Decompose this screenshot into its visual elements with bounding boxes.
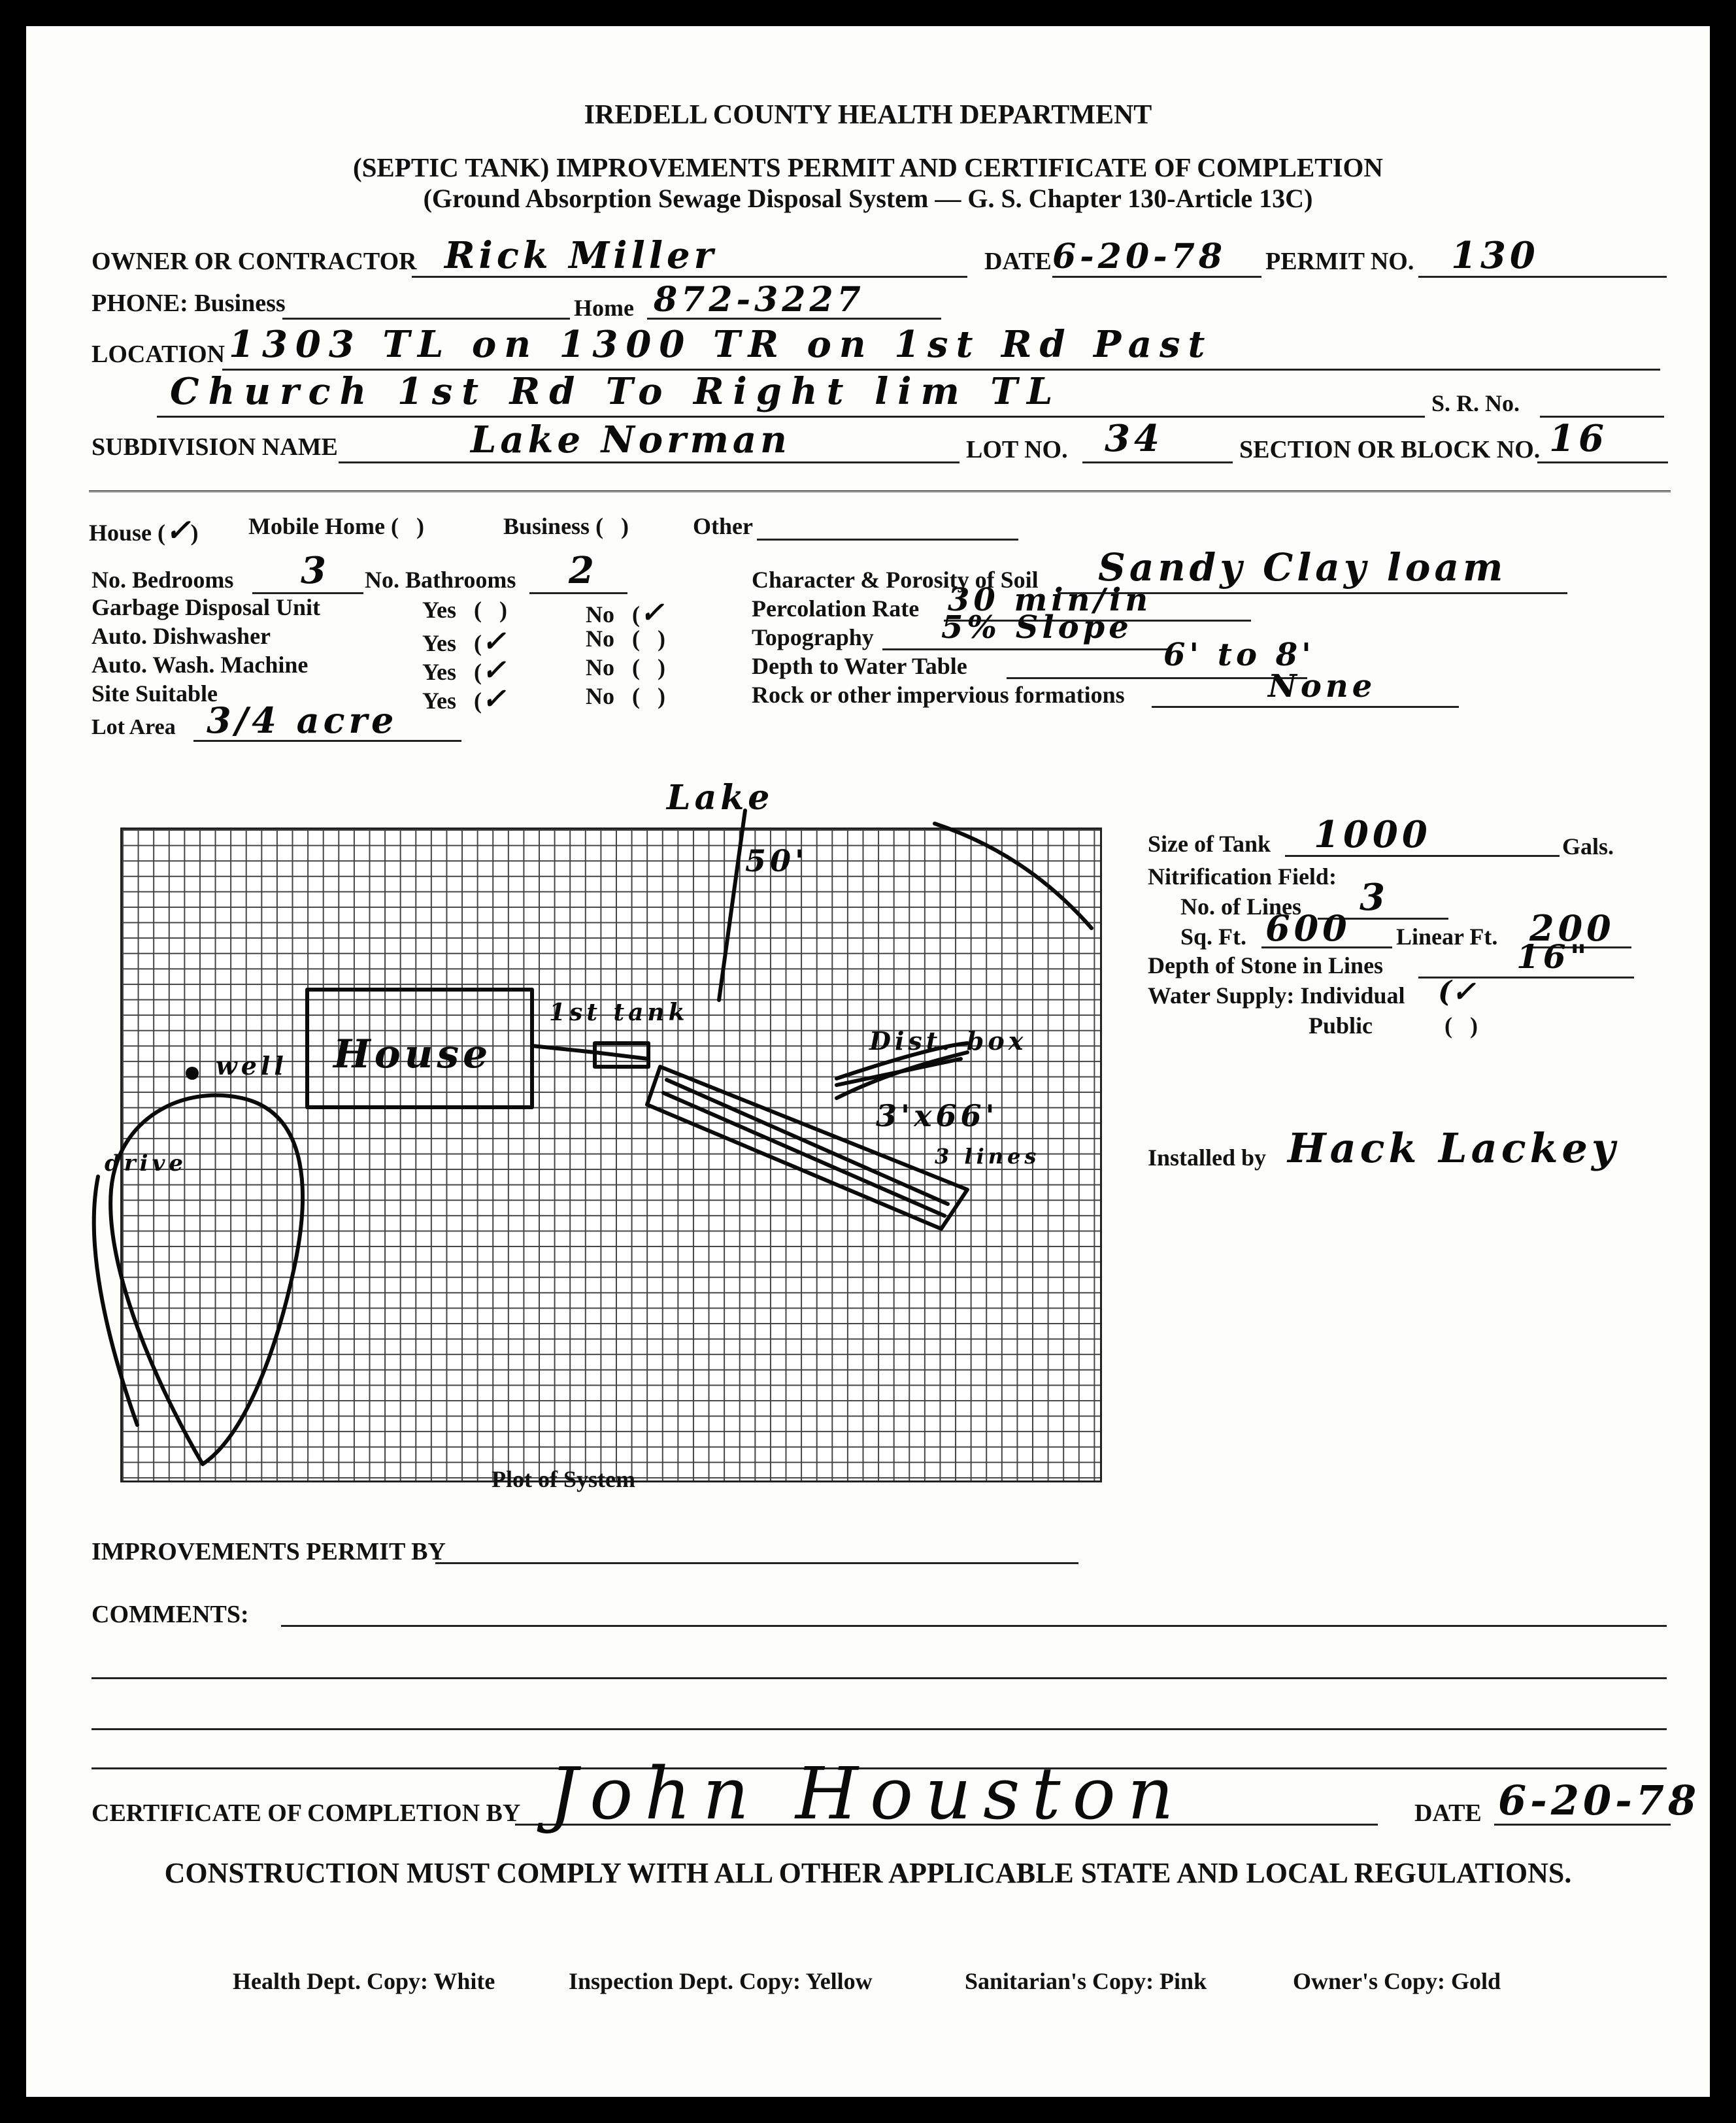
form-title: (SEPTIC TANK) IMPROVEMENTS PERMIT AND CERTIFICATE OF COMPLETION xyxy=(352,152,1384,182)
dishwasher-label: Auto. Dishwasher xyxy=(92,623,271,649)
section-line xyxy=(1537,461,1668,463)
site-yes[interactable]: Yes (✓ xyxy=(422,682,506,716)
lines-value[interactable]: 3 xyxy=(1360,876,1389,919)
individual-check[interactable]: (✓ xyxy=(1438,975,1476,1009)
site-no[interactable]: No ( ) xyxy=(586,683,665,709)
dishwasher-yes[interactable]: Yes (✓ xyxy=(422,625,506,658)
garbage-no-check: ✓ xyxy=(640,596,664,629)
washer-label: Auto. Wash. Machine xyxy=(92,652,309,678)
tank-gals-label: Gals. xyxy=(1562,833,1614,860)
compliance-notice: CONSTRUCTION MUST COMPLY WITH ALL OTHER APPLICABLE STATE AND LOCAL REGULATIONS. xyxy=(164,1857,1572,1889)
department-heading: IREDELL COUNTY HEALTH DEPARTMENT xyxy=(584,100,1152,130)
linear-value[interactable]: 200 xyxy=(1529,907,1615,949)
tank-size-value[interactable]: 1000 xyxy=(1314,813,1431,856)
site-yes-check: ✓ xyxy=(482,682,506,716)
certificate-date-value[interactable]: 6-20-78 xyxy=(1498,1777,1701,1824)
subdivision-value[interactable]: Lake Norman xyxy=(471,418,791,461)
other-label: Other xyxy=(693,513,753,539)
business-option[interactable]: Business ( ) xyxy=(503,513,629,539)
water-table-value[interactable]: 6' to 8' xyxy=(1163,637,1315,673)
comments-line-1[interactable] xyxy=(281,1625,1667,1627)
garbage-label: Garbage Disposal Unit xyxy=(92,594,321,620)
dishwasher-yes-check: ✓ xyxy=(482,625,506,658)
plot-caption: Plot of System xyxy=(492,1466,635,1492)
stone-depth-label: Depth of Stone in Lines xyxy=(1148,952,1384,978)
water-table-label: Depth to Water Table xyxy=(752,653,967,679)
other-line xyxy=(757,539,1018,541)
section-value[interactable]: 16 xyxy=(1549,417,1608,460)
washer-yes[interactable]: Yes (✓ xyxy=(422,654,506,687)
copy-inspection: Inspection Dept. Copy: Yellow xyxy=(569,1968,873,1994)
perc-value[interactable]: 30 min/in xyxy=(948,582,1152,618)
bedrooms-label: No. Bedrooms xyxy=(92,567,234,593)
subdivision-line xyxy=(339,461,960,463)
date-value[interactable]: 6-20-78 xyxy=(1052,237,1227,276)
bathrooms-label: No. Bathrooms xyxy=(365,567,516,593)
rock-value[interactable]: None xyxy=(1268,668,1377,705)
water-supply-label: Water Supply: Individual xyxy=(1148,982,1405,1009)
washer-no[interactable]: No ( ) xyxy=(586,654,665,680)
location-line-2 xyxy=(157,416,1425,418)
bathrooms-line xyxy=(529,592,627,594)
subdivision-label: SUBDIVISION NAME xyxy=(92,433,338,461)
copy-sanitarian: Sanitarian's Copy: Pink xyxy=(965,1968,1207,1994)
plot-lines-label: 3 lines xyxy=(935,1144,1041,1169)
site-label: Site Suitable xyxy=(92,680,218,707)
location-value-1[interactable]: 1303 TL on 1300 TR on 1st Rd Past xyxy=(229,323,1213,366)
public-label: Public xyxy=(1309,1012,1373,1039)
lot-value[interactable]: 34 xyxy=(1105,417,1163,460)
perc-label: Percolation Rate xyxy=(752,595,920,622)
certificate-signature[interactable]: John Houston xyxy=(549,1752,1186,1835)
nitrification-label: Nitrification Field: xyxy=(1148,863,1337,890)
permit-label: PERMIT NO. xyxy=(1265,248,1414,275)
lot-line xyxy=(1082,461,1233,463)
section-label: SECTION OR BLOCK NO. xyxy=(1239,436,1541,463)
permit-form xyxy=(26,26,1710,2097)
phone-home-value[interactable]: 872-3227 xyxy=(654,280,865,320)
comments-line-2[interactable] xyxy=(92,1677,1667,1679)
plot-well-label: well xyxy=(216,1051,288,1080)
phone-home-label: Home xyxy=(574,295,634,321)
phone-business-line xyxy=(282,318,570,320)
permit-value[interactable]: 130 xyxy=(1451,234,1539,277)
owner-value[interactable]: Rick Miller xyxy=(444,234,718,277)
plot-drive-label: drive xyxy=(105,1150,187,1177)
improvements-permit-label: IMPROVEMENTS PERMIT BY xyxy=(92,1538,446,1565)
separator xyxy=(89,490,1671,492)
installed-by-value[interactable]: Hack Lackey xyxy=(1288,1124,1619,1172)
copy-owner: Owner's Copy: Gold xyxy=(1293,1968,1501,1994)
sqft-label: Sq. Ft. xyxy=(1180,924,1247,950)
lot-label: LOT NO. xyxy=(966,436,1068,463)
soil-character-value[interactable]: Sandy Clay loam xyxy=(1098,545,1507,590)
certificate-label: CERTIFICATE OF COMPLETION BY xyxy=(92,1799,521,1827)
garbage-no[interactable]: No (✓ xyxy=(586,596,664,629)
rock-label: Rock or other impervious formations xyxy=(752,682,1125,708)
topography-label: Topography xyxy=(752,624,874,650)
water-table-line xyxy=(1007,677,1307,679)
rock-line xyxy=(1152,706,1459,708)
plot-house-label: House xyxy=(333,1031,492,1077)
sr-no-label: S. R. No. xyxy=(1431,390,1520,416)
lot-area-label: Lot Area xyxy=(92,715,176,739)
sqft-value[interactable]: 600 xyxy=(1265,907,1351,949)
plot-dist-box-label: Dist. box xyxy=(869,1026,1027,1056)
washer-yes-check: ✓ xyxy=(482,654,506,687)
plot-tank-label: 1st tank xyxy=(549,999,689,1026)
comments-label: COMMENTS: xyxy=(92,1601,249,1628)
comments-line-3[interactable] xyxy=(92,1728,1667,1730)
owner-label: OWNER OR CONTRACTOR xyxy=(92,248,417,275)
location-label: LOCATION xyxy=(92,341,225,368)
plot-field-label: 3'x66' xyxy=(876,1098,999,1133)
house-check: ✓ xyxy=(165,512,191,548)
plot-distance-label: 50' xyxy=(745,843,809,878)
garbage-yes[interactable]: Yes ( ) xyxy=(422,597,507,623)
improvements-permit-line[interactable] xyxy=(435,1562,1078,1564)
lines-label: No. of Lines xyxy=(1180,894,1302,920)
form-subtitle: (Ground Absorption Sewage Disposal System — G. S. Chapter 130-Article 13C) xyxy=(423,184,1313,213)
linear-label: Linear Ft. xyxy=(1396,924,1498,950)
mobile-home-option[interactable]: Mobile Home ( ) xyxy=(248,513,424,539)
public-check[interactable]: ( ) xyxy=(1444,1012,1478,1039)
bedrooms-value[interactable]: 3 xyxy=(301,549,330,592)
topography-line xyxy=(882,648,1170,650)
installed-by-label: Installed by xyxy=(1148,1145,1267,1171)
phone-business-label: PHONE: Business xyxy=(92,290,286,317)
dishwasher-no[interactable]: No ( ) xyxy=(586,626,665,652)
lot-area-value[interactable]: 3/4 acre xyxy=(207,699,398,741)
plot-lake-label: Lake xyxy=(667,778,774,818)
topography-value[interactable]: 5% Slope xyxy=(941,609,1133,646)
date-label: DATE xyxy=(984,248,1052,275)
copy-health: Health Dept. Copy: White xyxy=(233,1968,495,1994)
house-option[interactable]: House (✓) xyxy=(89,512,199,548)
tank-size-label: Size of Tank xyxy=(1148,831,1271,857)
bathrooms-value[interactable]: 2 xyxy=(569,549,598,592)
location-value-2[interactable]: Church 1st Rd To Right lim TL xyxy=(170,370,1062,413)
certificate-date-label: DATE xyxy=(1414,1799,1482,1827)
stone-depth-value[interactable]: 16" xyxy=(1516,937,1591,976)
soil-character-label: Character & Porosity of Soil xyxy=(752,567,1039,593)
